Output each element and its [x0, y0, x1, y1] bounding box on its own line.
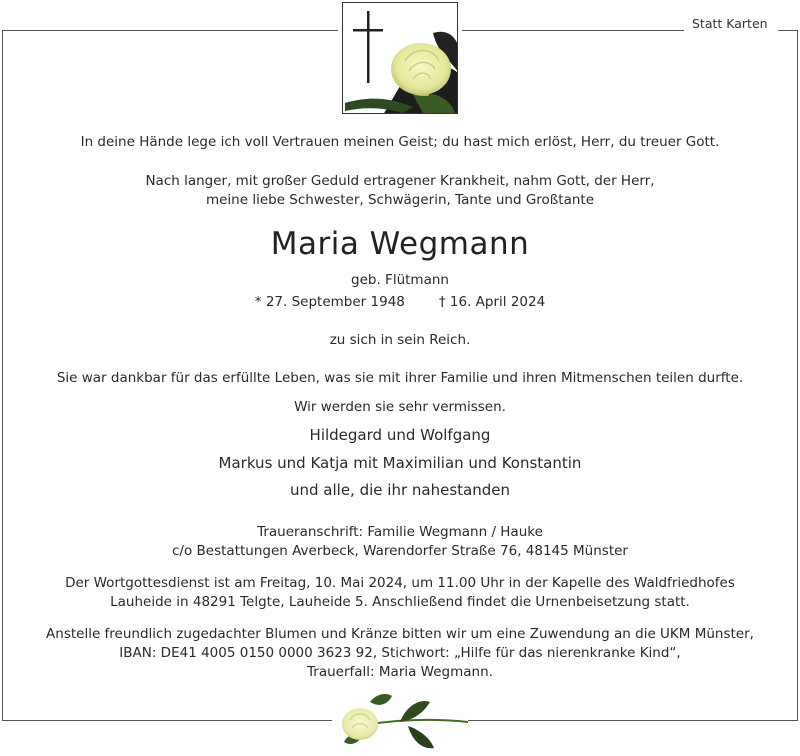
gratitude-text: Sie war dankbar für das erfüllte Leben, was sie mit ihrer Familie und ihren Mitmenschen teilen durfte. [56, 370, 744, 386]
frame-bottom-left [2, 720, 332, 721]
donation-line-3: Trauerfall: Maria Wegmann. [307, 664, 493, 680]
birth-name: geb. Flütmann [351, 272, 449, 288]
statt-karten-label: Statt Karten [692, 16, 768, 31]
cross-rose-image [342, 2, 458, 114]
donation-line-2: IBAN: DE41 4005 0150 0000 3623 92, Stichwort: „Hilfe für das nierenkranke Kind“, [119, 645, 681, 661]
address-line-2: c/o Bestattungen Averbeck, Warendorfer Straße 76, 48145 Münster [172, 543, 628, 559]
life-dates [0, 294, 800, 310]
rose-branch-image [330, 686, 472, 754]
frame-bottom-right [468, 720, 798, 721]
mourner-line: Markus und Katja mit Maximilian und Konstantin [218, 454, 582, 472]
frame-top-left [2, 30, 338, 31]
cross-icon [349, 9, 389, 89]
birth-date: * 27. September 1948 [254, 294, 405, 310]
miss-text: Wir werden sie sehr vermissen. [294, 399, 506, 415]
address-line-1: Traueranschrift: Familie Wegmann / Hauke [257, 524, 543, 540]
frame-top-end [778, 30, 798, 31]
mourner-line: und alle, die ihr nahestanden [290, 481, 510, 499]
death-date: † 16. April 2024 [438, 294, 546, 310]
frame-top-right [462, 30, 684, 31]
service-line-2: Lauheide in 48291 Telgte, Lauheide 5. Anschließend findet die Urnenbeisetzung statt. [110, 594, 690, 610]
deceased-name: Maria Wegmann [270, 226, 530, 262]
donation-line-1: Anstelle freundlich zugedachter Blumen und Kränze bitten wir um eine Zuwendung an die UKM Münster, [46, 626, 754, 642]
rose-branch-icon [330, 686, 472, 754]
mourner-line: Hildegard und Wolfgang [309, 426, 491, 444]
reich-text: zu sich in sein Reich. [329, 332, 471, 348]
intro-line-1: Nach langer, mit großer Geduld ertragener Krankheit, nahm Gott, der Herr, [145, 173, 655, 189]
service-line-1: Der Wortgottesdienst ist am Freitag, 10. Mai 2024, um 11.00 Uhr in der Kapelle des Waldfriedhofes [65, 575, 735, 591]
intro-line-2: meine liebe Schwester, Schwägerin, Tante und Großtante [205, 192, 595, 208]
verse-text: In deine Hände lege ich voll Vertrauen meinen Geist; du hast mich erlöst, Herr, du treuer Gott. [80, 134, 720, 150]
